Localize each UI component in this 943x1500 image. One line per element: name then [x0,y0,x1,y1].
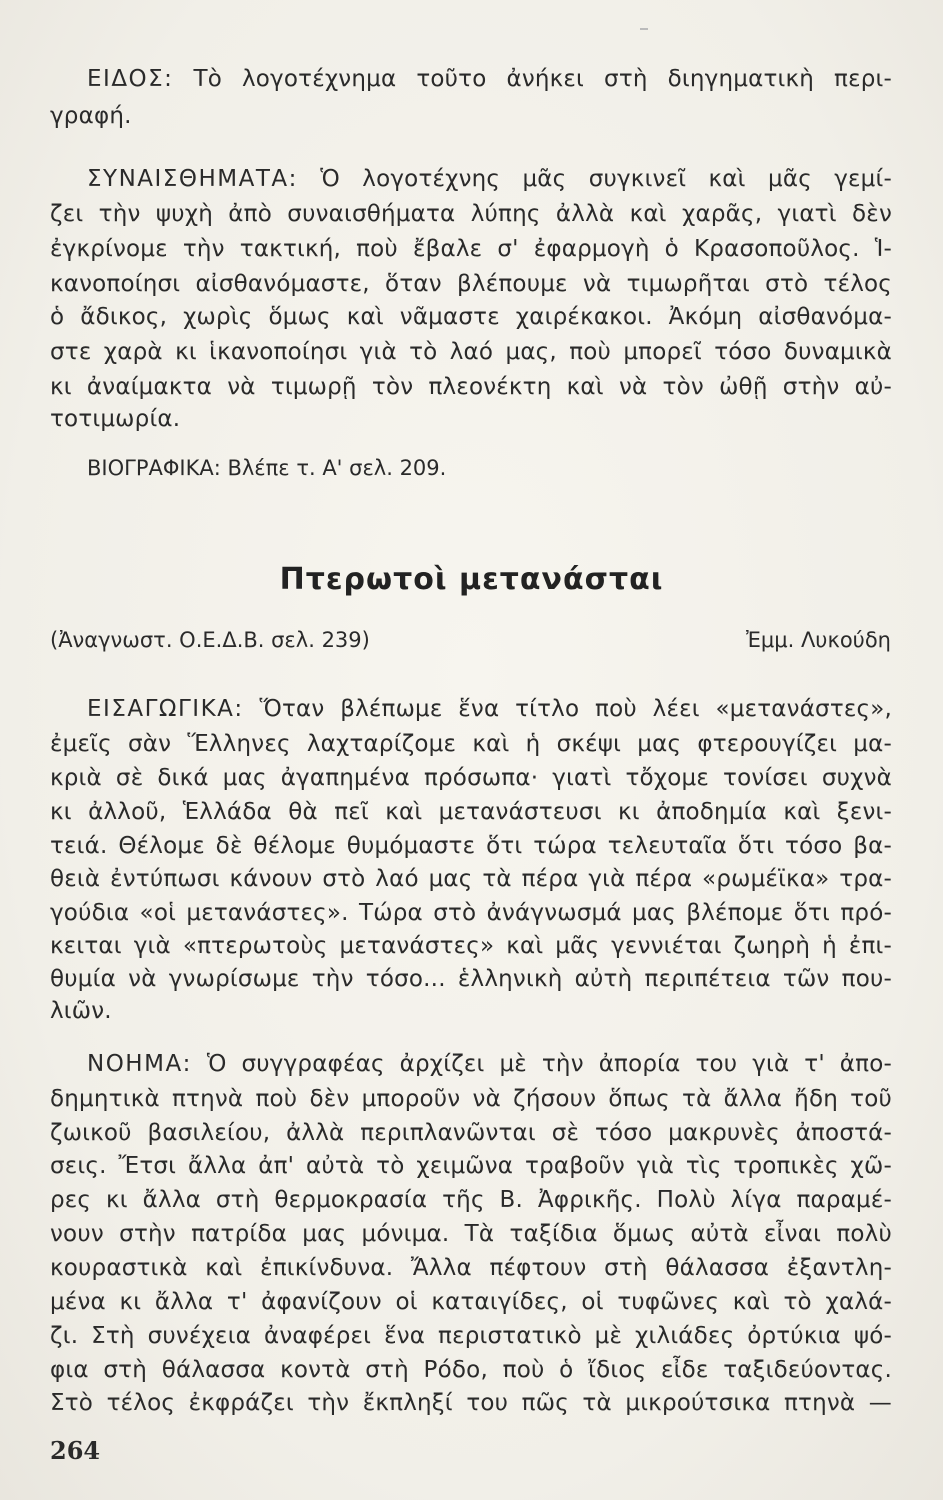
noima-line: Στὸ τέλος ἐκφράζει τὴν ἔκπληξί του πῶς τὰ μικρούτσικα πτηνὰ — [50,1390,892,1416]
eisagogika-line: κριὰ σὲ δικά μας ἀγαπημένα πρόσωπα· γιατὶ τὄχομε τονίσει συχνὰ [50,765,892,791]
eidos-paragraph-first-line [87,62,892,96]
eisagogika-line: θειὰ ἐντύπωσι κάνουν στὸ λαό μας τὰ πέρα γιὰ πέρα «ρωμέϊκα» τρα- [50,866,892,892]
noima-line: ζωικοῦ βασιλείου, ἀλλὰ περιπλανῶνται σὲ τόσο μακρυνὲς ἀποστά- [50,1120,892,1146]
eisagogika-text: Ὅταν βλέπωμε ἕνα τίτλο ποὺ λέει «μετανάστες», [259,696,892,722]
eisagogika-line: γούδια «οἱ μετανάστες». Τώρα στὸ ἀνάγνωσμά μας βλέπομε ὅτι πρό- [50,900,892,926]
synaisthimata-line: κι ἀναίμακτα νὰ τιμωρῇ τὸν πλεονέκτη καὶ νὰ τὸν ὠθῇ στὴν αὐ- [50,374,892,400]
eisagogika-line: λιῶν. [50,998,112,1024]
biografika-line: ΒΙΟΓΡΑΦΙΚΑ: Βλέπε τ. Α' σελ. 209. [87,456,447,480]
eisagogika-line: κι ἀλλοῦ, Ἑλλάδα θὰ πεῖ καὶ μετανάστευσι κι ἀποδημία καὶ ξενι- [50,799,892,825]
author-name: Ἐμμ. Λυκούδη [745,628,891,652]
margin-mark [640,28,648,30]
eidos-text: Τὸ λογοτέχνημα τοῦτο ἀνήκει στὴ διηγηματικὴ περι- [193,66,892,92]
page-number: 264 [50,1436,101,1465]
noima-line: κουραστικὰ καὶ ἐπικίνδυνα. Ἄλλα πέφτουν στὴ θάλασσα ἐξαντλη- [50,1255,892,1281]
synaisthimata-first-line [87,162,892,196]
noima-text: Ὁ συγγραφέας ἀρχίζει μὲ τὴν ἀπορία του γιὰ τ' ἀπο- [206,1051,892,1077]
eisagogika-first-line [87,692,892,726]
reference-citation: (Ἀναγνωστ. Ο.Ε.Δ.Β. σελ. 239) [50,628,370,652]
eisagogika-line: ἐμεῖς σὰν Ἕλληνες λαχταρίζομε καὶ ἡ σκέψι μας φτερουγίζει μα- [50,731,892,757]
eidos-label: ΕΙΔΟΣ: [87,66,174,92]
noima-line: φια στὴ θάλασσα κοντὰ στὴ Ρόδο, ποὺ ὁ ἴδιος εἶδε ταξιδεύοντας. [50,1357,892,1383]
eisagogika-line: τειά. Θέλομε δὲ θέλομε θυμόμαστε ὅτι τώρα τελευταῖα ὅτι τόσο βα- [50,833,892,859]
noima-line: δημητικὰ πτηνὰ ποὺ δὲν μποροῦν νὰ ζήσουν ὅπως τὰ ἄλλα ἤδη τοῦ [50,1086,892,1112]
synaisthimata-line: ζει τὴν ψυχὴ ἀπὸ συναισθήματα λύπης ἀλλὰ καὶ χαρᾶς, γιατὶ δὲν [50,201,892,227]
synaisthimata-line: τοτιμωρία. [50,406,181,432]
synaisthimata-line: ὁ ἄδικος, χωρὶς ὅμως καὶ νᾶμαστε χαιρέκακοι. Ἀκόμη αἰσθανόμα- [50,304,892,330]
noima-line: ζι. Στὴ συνέχεια ἀναφέρει ἕνα περιστατικὸ μὲ χιλιάδες ὀρτύκια ψό- [50,1323,892,1349]
synaisthimata-label: ΣΥΝΑΙΣΘΗΜΑΤΑ: [87,166,298,192]
noima-first-line [87,1047,892,1081]
noima-line: μένα κι ἄλλα τ' ἀφανίζουν οἱ καταιγίδες, οἱ τυφῶνες καὶ τὸ χαλά- [50,1289,892,1315]
noima-label: ΝΟΗΜΑ: [87,1051,192,1077]
eisagogika-label: ΕΙΣΑΓΩΓΙΚΑ: [87,696,244,722]
synaisthimata-text: Ὁ λογοτέχνης μᾶς συγκινεῖ καὶ μᾶς γεμί- [320,166,892,192]
section-title: Πτερωτοὶ μετανάσται [279,562,664,597]
synaisthimata-line: στε χαρὰ κι ἱκανοποίησι γιὰ τὸ λαό μας, ποὺ μπορεῖ τόσο δυναμικὰ [50,339,892,365]
synaisthimata-line: ἐγκρίνομε τὴν τακτική, ποὺ ἔβαλε σ' ἐφαρμογὴ ὁ Κρασοποῦλος. Ἱ- [50,236,892,262]
eidos-line: γραφή. [50,103,132,129]
noima-line: νουν στὴν πατρίδα μας μόνιμα. Τὰ ταξίδια ὅμως αὐτὰ εἶναι πολὺ [50,1221,892,1247]
eisagogika-line: κειται γιὰ «πτερωτοὺς μετανάστες» καὶ μᾶς γεννιέται ζωηρὴ ἡ ἐπι- [50,933,892,959]
eisagogika-line: θυμία νὰ γνωρίσωμε τὴν τόσο... ἑλληνικὴ αὐτὴ περιπέτεια τῶν που- [50,966,892,992]
noima-line: σεις. Ἔτσι ἄλλα ἀπ' αὐτὰ τὸ χειμῶνα τραβοῦν γιὰ τὶς τροπικὲς χῶ- [50,1153,892,1179]
synaisthimata-line: κανοποίησι αἰσθανόμαστε, ὅταν βλέπουμε νὰ τιμωρῆται στὸ τέλος [50,271,892,297]
noima-line: ρες κι ἄλλα στὴ θερμοκρασία τῆς Β. Ἀφρικῆς. Πολὺ λίγα παραμέ- [50,1187,892,1213]
